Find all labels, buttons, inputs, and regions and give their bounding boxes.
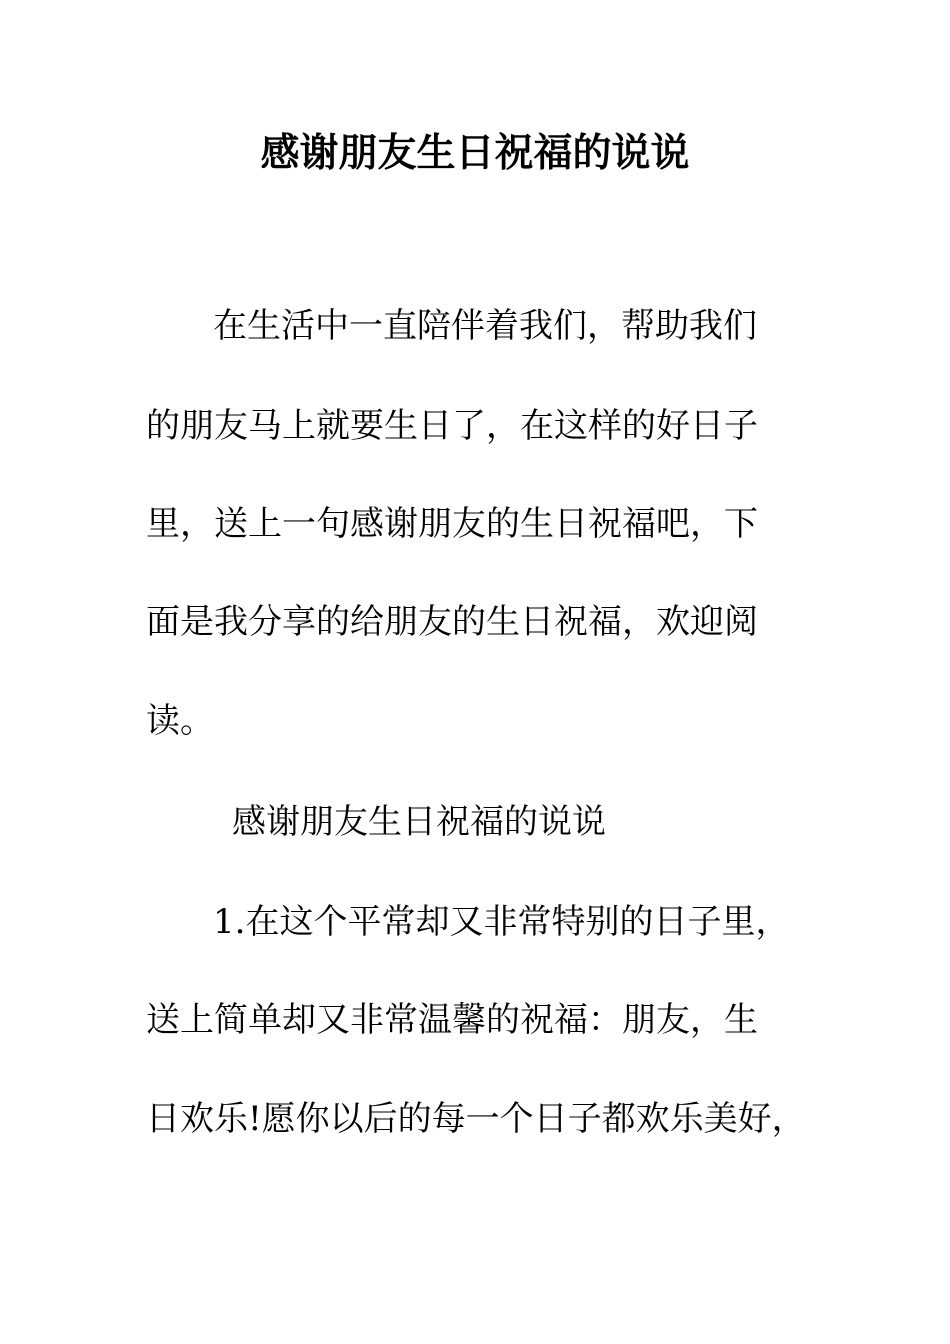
paragraph-line: 日欢乐!愿你以后的每一个日子都欢乐美好，	[146, 1099, 806, 1139]
paragraph-line: 面是我分享的给朋友的生日祝福，欢迎阅	[146, 602, 758, 642]
section-heading: 感谢朋友生日祝福的说说	[232, 802, 606, 842]
document-title: 感谢朋友生日祝福的说说	[260, 130, 690, 176]
paragraph-line: 1.在这个平常却又非常特别的日子里，	[213, 902, 790, 942]
paragraph-line: 读。	[146, 701, 214, 741]
paragraph-line: 在生活中一直陪伴着我们，帮助我们	[213, 306, 757, 346]
paragraph-line: 的朋友马上就要生日了，在这样的好日子	[146, 406, 758, 446]
paragraph-line: 里，送上一句感谢朋友的生日祝福吧，下	[146, 504, 758, 544]
paragraph-line: 送上简单却又非常温馨的祝福：朋友，生	[146, 1000, 758, 1040]
